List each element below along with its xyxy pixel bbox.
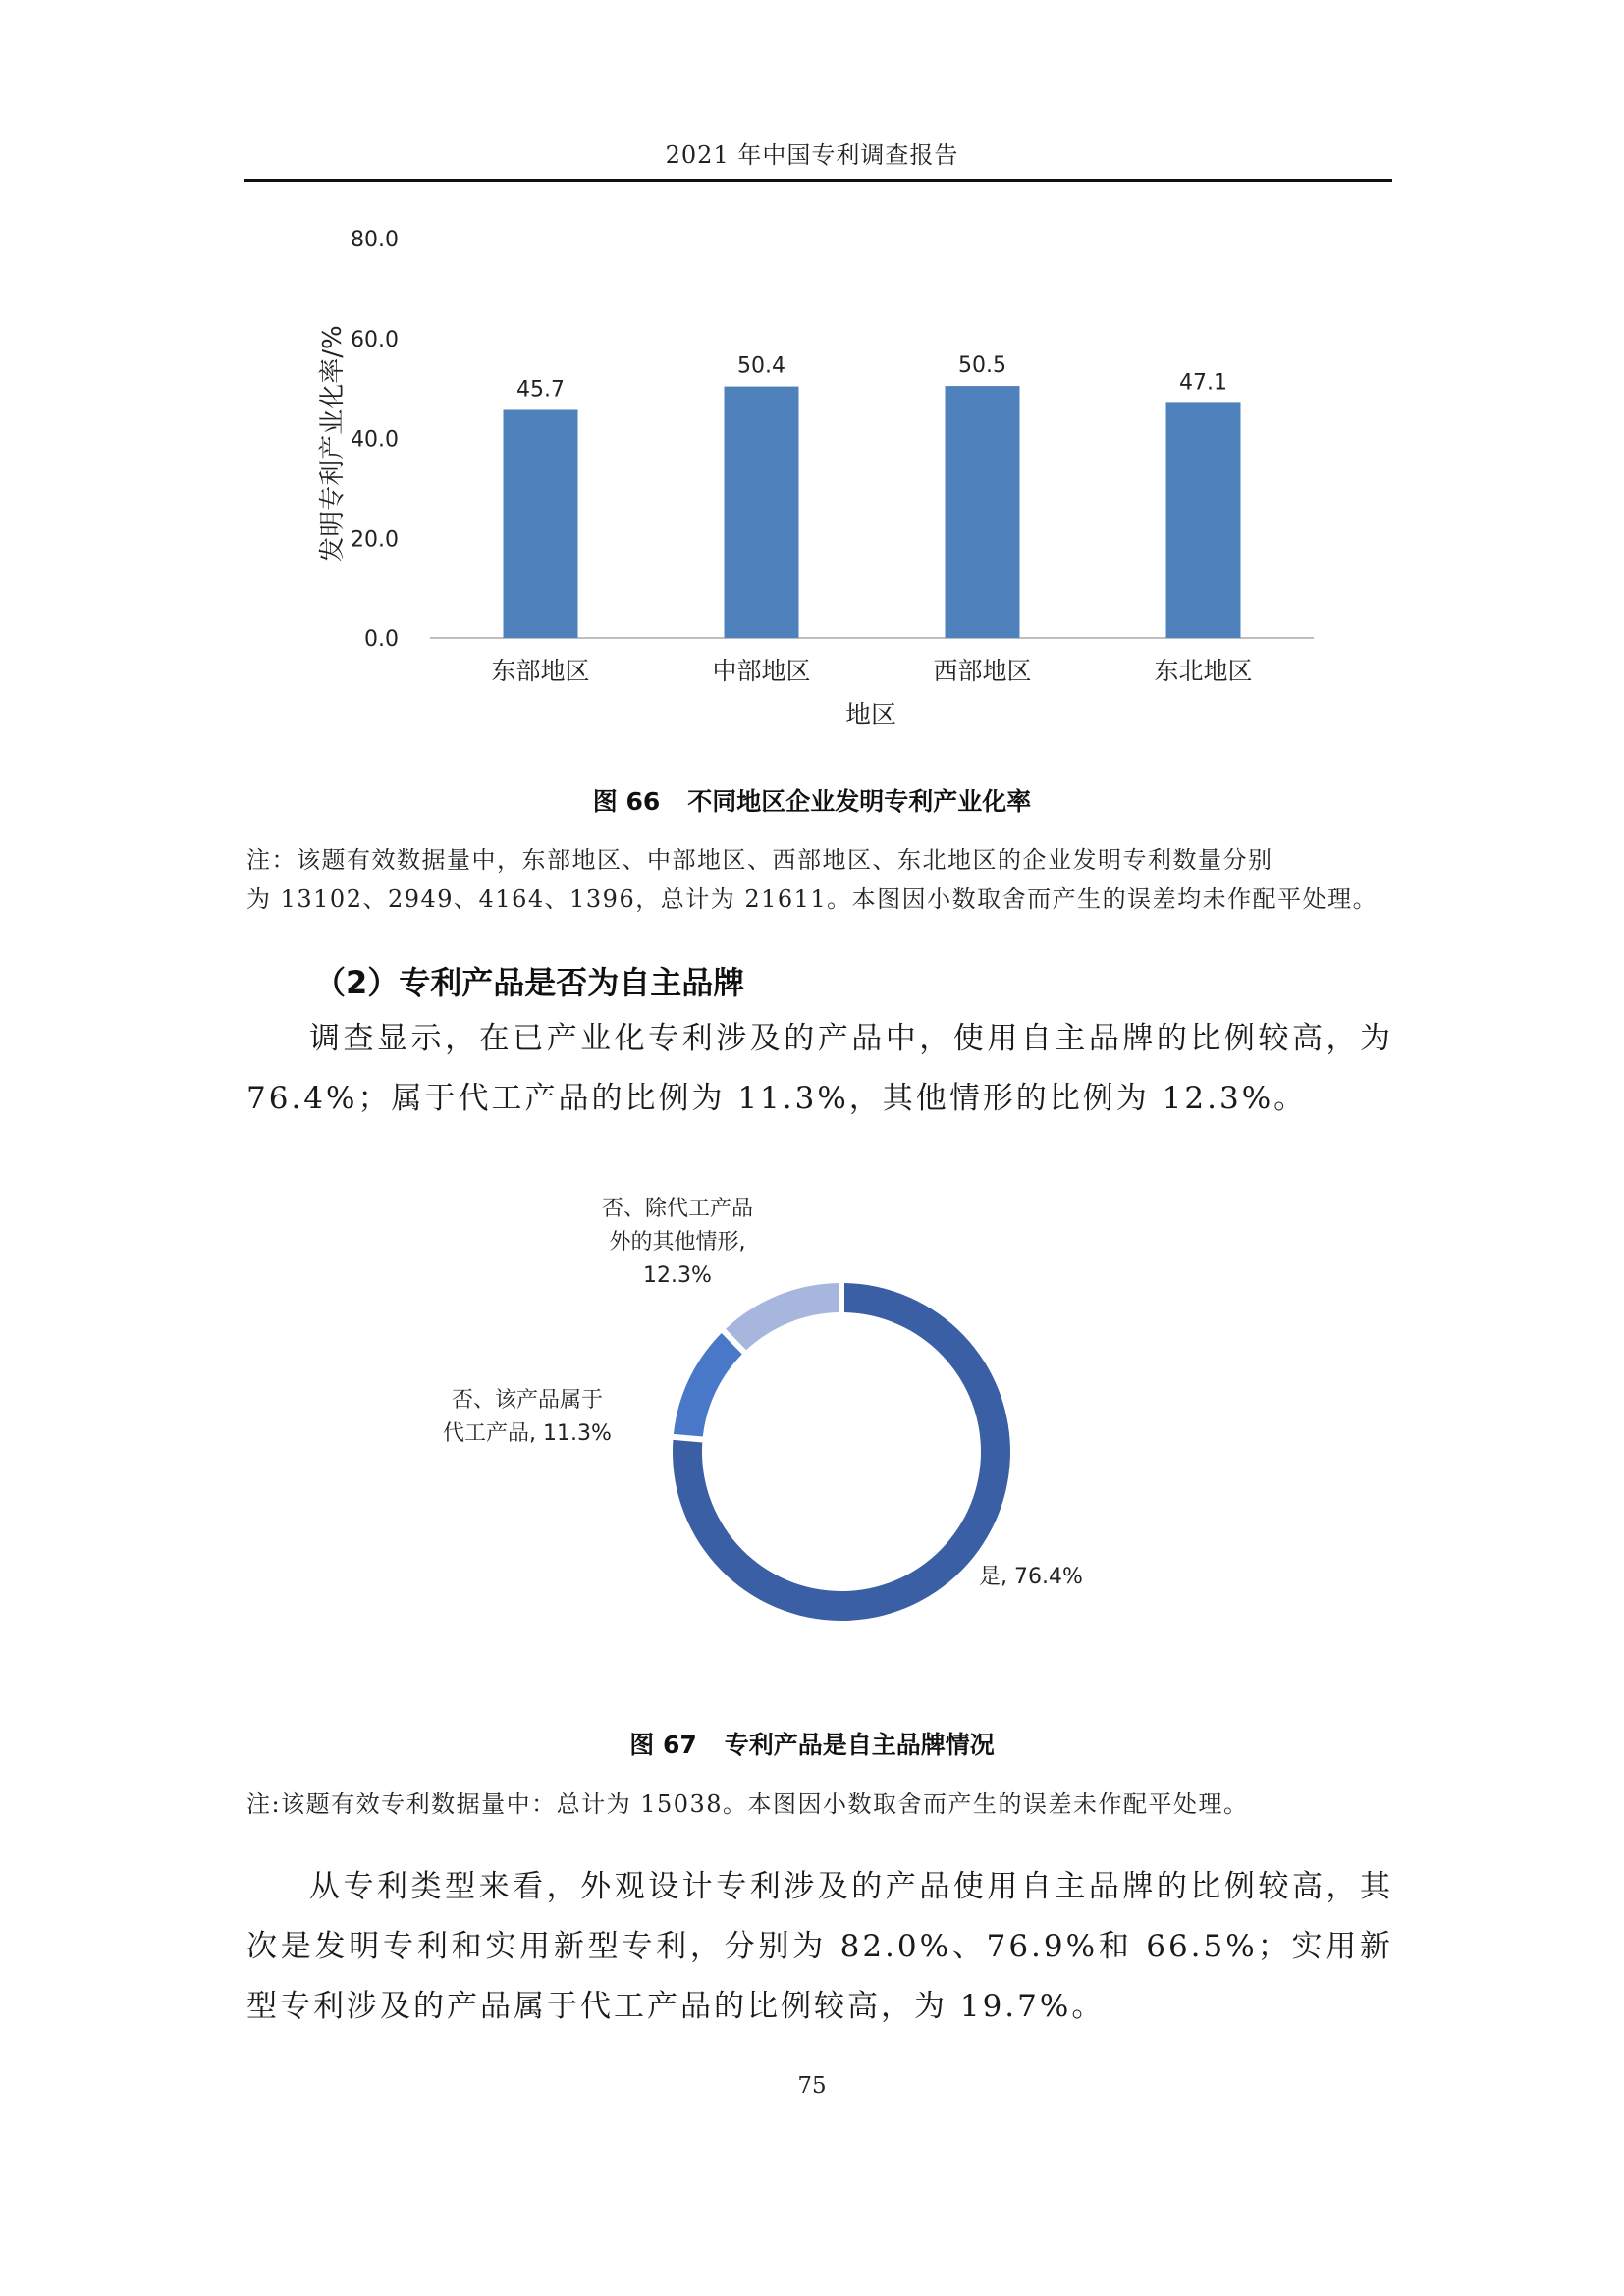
y-tick-label: 20.0: [351, 527, 399, 553]
x-axis-title: 地区: [844, 701, 897, 730]
running-header: 2021 年中国专利调查报告: [665, 141, 959, 169]
bar: [504, 410, 578, 638]
donut-slice-label: 12.3%: [643, 1263, 712, 1288]
x-tick-label: 东北地区: [1154, 657, 1253, 685]
y-tick-label: 40.0: [351, 427, 399, 453]
donut-slice: [726, 1283, 839, 1350]
figure66-title: 不同地区企业发明专利产业化率: [687, 787, 1032, 816]
y-tick-label: 80.0: [351, 228, 399, 252]
bar: [725, 387, 799, 638]
y-tick-label: 60.0: [351, 327, 399, 352]
x-tick-label: 西部地区: [933, 657, 1032, 685]
figure67-caption: [0, 1726, 1624, 1761]
y-axis-title: 发明专利产业化率/%: [318, 325, 348, 562]
bar-value-label: 50.5: [958, 353, 1006, 379]
donut-slice: [673, 1283, 1010, 1621]
donut-slice: [674, 1333, 742, 1437]
figure66-note: [246, 840, 1395, 919]
bar: [1166, 402, 1241, 638]
y-tick-label: 0.0: [364, 627, 399, 652]
donut-slice-label: 外的其他情形,: [609, 1230, 746, 1255]
x-tick-label: 东部地区: [491, 657, 590, 685]
bar-value-label: 45.7: [516, 377, 565, 402]
figure67-number: 图 67: [629, 1731, 697, 1759]
figure66-note-line2: 为 13102、2949、4164、1396，总计为 21611。本图因小数取舍而产生的误差均未作配平处理。: [246, 885, 1379, 913]
figure66-note-line1: 注：该题有效数据量中，东部地区、中部地区、西部地区、东北地区的企业发明专利数量分别: [246, 846, 1273, 874]
paragraph-2: 从专利类型来看，外观设计专利涉及的产品使用自主品牌的比例较高，其次是发明专利和实用新型专利，分别为 82.0%、76.9%和 66.5%；实用新型专利涉及的产品属于代工产品的比例较高，为 19.7%。: [246, 1869, 1393, 2024]
page-number: 75: [797, 2073, 827, 2099]
section-heading: （2）专利产品是否为自主品牌: [314, 964, 745, 1001]
figure66-number: 图 66: [592, 787, 661, 816]
x-tick-label: 中部地区: [712, 657, 811, 685]
donut-slice-label: 否、该产品属于: [451, 1388, 604, 1413]
donut-slice-label: 代工产品, 11.3%: [443, 1421, 612, 1446]
figure67-title: 专利产品是自主品牌情况: [724, 1731, 995, 1759]
donut-slice-label: 否、除代工产品: [601, 1197, 754, 1221]
bar-value-label: 50.4: [737, 353, 785, 379]
donut-chart-figure67: [0, 1129, 1624, 1649]
bar: [946, 386, 1020, 638]
figure66-caption: [0, 782, 1624, 818]
paragraph-1: 调查显示，在已产业化专利涉及的产品中，使用自主品牌的比例较高，为 76.4%；属于代工产品的比例为 11.3%，其他情形的比例为 12.3%。: [246, 1021, 1393, 1116]
bar-chart-figure66: [0, 0, 1624, 766]
figure67-note: 注:该题有效专利数据量中：总计为 15038。本图因小数取舍而产生的误差未作配平处理。: [246, 1790, 1249, 1818]
bar-value-label: 47.1: [1179, 370, 1227, 396]
donut-slice-label: 是, 76.4%: [979, 1565, 1083, 1589]
